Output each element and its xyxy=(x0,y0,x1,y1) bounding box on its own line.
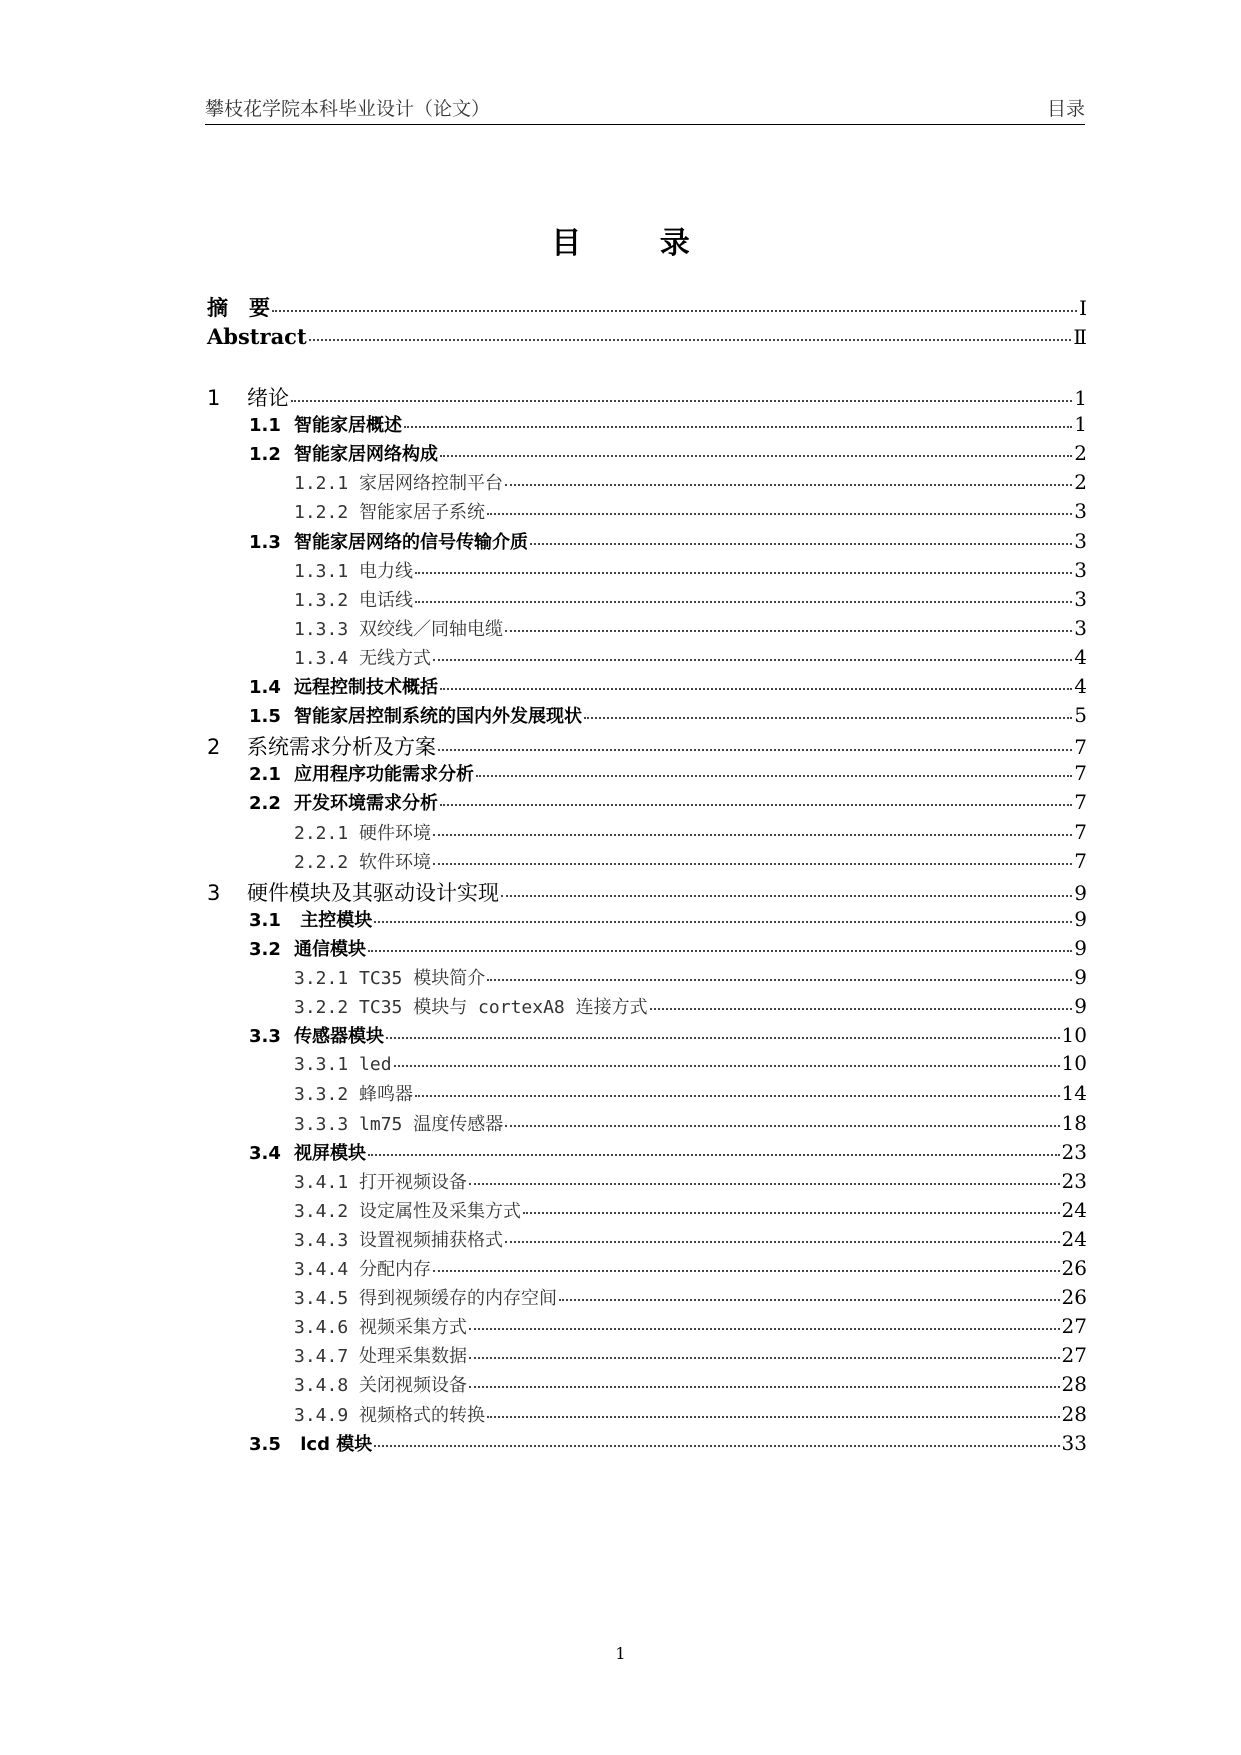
dot-leader xyxy=(440,672,1072,690)
toc-entry-page-number: 2 xyxy=(1074,441,1087,466)
toc-entry[interactable] xyxy=(207,906,1087,936)
toc-entry-page-number: 9 xyxy=(1074,935,1087,960)
toc-entry-number: 3.5 xyxy=(249,1433,281,1455)
toc-entry[interactable] xyxy=(207,528,1087,558)
toc-entry-text: 摘 要 xyxy=(207,295,270,320)
toc-entry-number: 3 xyxy=(207,880,221,905)
toc-entry-page-number: 7 xyxy=(1074,735,1087,760)
toc-entry-text: 蜂鸣器 xyxy=(359,1084,414,1106)
toc-entry-page-number: 4 xyxy=(1074,674,1087,698)
toc-entry[interactable] xyxy=(207,1371,1087,1401)
dot-leader xyxy=(469,1370,1060,1388)
toc-entry-text: lm75 温度传感器 xyxy=(359,1113,504,1135)
toc-entry-page-number: 4 xyxy=(1074,644,1087,669)
header-section-title: 目录 xyxy=(1046,98,1085,120)
toc-entry-label xyxy=(207,877,499,907)
toc-entry-label xyxy=(207,292,270,322)
toc-entry[interactable] xyxy=(207,760,1087,790)
toc-entry-page-number: 24 xyxy=(1061,1197,1087,1222)
toc-entry[interactable] xyxy=(207,877,1087,907)
dot-leader xyxy=(469,1167,1060,1185)
toc-entry-text: 设定属性及采集方式 xyxy=(359,1200,522,1222)
toc-entry-label xyxy=(207,673,438,699)
toc-entry-label xyxy=(207,586,413,612)
toc-entry-label xyxy=(207,1401,485,1427)
toc-entry-number: 1.3.2 xyxy=(294,589,349,611)
toc-entry[interactable] xyxy=(207,440,1087,470)
toc-entry-page-number: 1 xyxy=(1074,386,1087,410)
toc-entry[interactable] xyxy=(207,615,1087,645)
toc-entry-number: 3.1 xyxy=(249,909,281,931)
toc-entry-label xyxy=(207,993,648,1019)
toc-entry-number: 3.3 xyxy=(249,1026,281,1048)
dot-leader xyxy=(374,1429,1059,1447)
toc-entry-label xyxy=(207,557,413,583)
toc-entry[interactable] xyxy=(207,673,1087,703)
toc-entry-page-number: 27 xyxy=(1061,1314,1087,1339)
toc-entry[interactable] xyxy=(207,1401,1087,1431)
toc-entry-page-number: 9 xyxy=(1074,880,1087,905)
toc-entry-label xyxy=(207,964,485,990)
toc-entry-label xyxy=(207,906,372,932)
toc-entry-label xyxy=(207,644,431,670)
toc-entry-page-number: 23 xyxy=(1061,1168,1087,1193)
dot-leader xyxy=(440,439,1072,457)
toc-entry-text: lcd 模块 xyxy=(294,1433,373,1455)
toc-entry-number: 1.1 xyxy=(249,415,281,437)
header-school-title: 攀枝花学院本科毕业设计（论文） xyxy=(205,98,491,120)
dot-leader xyxy=(487,963,1072,981)
toc-entry-page-number: 9 xyxy=(1074,994,1087,1019)
toc-entry-number: 2.2 xyxy=(249,793,281,815)
toc-entry-page-number: 10 xyxy=(1061,1051,1087,1076)
toc-entry-text: TC35 模块简介 xyxy=(359,968,486,989)
toc-entry-number: 1.2 xyxy=(249,444,281,466)
toc-entry-number: 3.4.2 xyxy=(294,1200,349,1222)
toc-entry-number: 1.3.3 xyxy=(294,618,349,640)
toc-entry-label xyxy=(207,1255,431,1281)
toc-entry-text: 通信模块 xyxy=(294,938,366,960)
toc-entry-label xyxy=(207,1080,413,1106)
toc-entry[interactable] xyxy=(207,1139,1087,1169)
toc-entry-label xyxy=(207,324,307,349)
toc-entry-label xyxy=(207,528,528,554)
toc-entry-text: 智能家居概述 xyxy=(294,415,402,437)
footer-page-number: 1 xyxy=(615,1644,626,1663)
toc-entry-text: 系统需求分析及方案 xyxy=(247,735,436,760)
dot-leader xyxy=(469,1312,1060,1330)
toc-entry-text: 软件环境 xyxy=(359,851,432,873)
dot-leader xyxy=(505,614,1072,632)
toc-entry-text: 智能家居控制系统的国内外发展现状 xyxy=(294,706,582,728)
toc-entry-text: 主控模块 xyxy=(294,909,373,931)
toc-entry-label xyxy=(207,1139,366,1165)
running-header xyxy=(205,94,1085,125)
toc-entry[interactable] xyxy=(207,1168,1087,1198)
toc-entry-label xyxy=(207,1430,372,1456)
dot-leader xyxy=(523,1196,1060,1214)
toc-entry-number: 3.4.6 xyxy=(294,1317,349,1339)
toc-entry-label xyxy=(207,1342,467,1368)
toc-entry[interactable] xyxy=(207,324,1087,354)
toc-entry-label xyxy=(207,1054,392,1075)
toc-entry-text: 智能家居网络构成 xyxy=(294,444,438,466)
toc-entry[interactable] xyxy=(207,469,1087,499)
toc-entry[interactable] xyxy=(207,848,1087,878)
toc-entry-label xyxy=(207,1110,503,1136)
toc-entry-text: 智能家居网络的信号传输介质 xyxy=(294,531,528,553)
toc-entry-text: 应用程序功能需求分析 xyxy=(294,764,474,786)
toc-entry-text: 传感器模块 xyxy=(294,1026,384,1048)
toc-entry-page-number: 3 xyxy=(1074,528,1087,553)
toc-entry-label xyxy=(207,382,289,412)
toc-entry-number: 1 xyxy=(207,386,221,410)
toc-entry[interactable] xyxy=(207,819,1087,849)
toc-entry-label xyxy=(207,1371,467,1397)
toc-entry-page-number: 7 xyxy=(1074,790,1087,815)
toc-entry-label xyxy=(207,1226,503,1252)
toc-entry-text: 电力线 xyxy=(359,560,414,582)
toc-entry-number: 3.2 xyxy=(249,938,281,960)
toc-entry-text: 绪论 xyxy=(247,386,289,410)
toc-entry-label xyxy=(207,469,503,495)
dot-leader xyxy=(487,1400,1060,1418)
toc-entry-label xyxy=(207,819,431,845)
toc-entry-text: 智能家居子系统 xyxy=(359,502,486,524)
toc-entry[interactable] xyxy=(207,1197,1087,1227)
toc-entry-number: 1.4 xyxy=(249,677,281,698)
toc-entry-label xyxy=(207,731,436,761)
toc-entry[interactable] xyxy=(207,731,1087,761)
toc-entry-text: 设置视频捕获格式 xyxy=(359,1229,504,1251)
toc-entry-text: 开发环境需求分析 xyxy=(294,793,438,815)
toc-entry-page-number: 2 xyxy=(1074,470,1087,495)
toc-entry-number: 2.1 xyxy=(249,764,281,786)
toc-entry-page-number: 28 xyxy=(1061,1401,1087,1426)
toc-entry-number: 3.3.1 xyxy=(294,1054,349,1076)
toc-entry[interactable] xyxy=(207,1226,1087,1256)
toc-entry-page-number: Ⅱ xyxy=(1073,325,1087,349)
toc-entry[interactable] xyxy=(207,644,1087,674)
toc-title: 目 录 xyxy=(551,226,724,261)
toc-entry-page-number: 27 xyxy=(1061,1343,1087,1368)
toc-entry-number: 3.4.5 xyxy=(294,1288,349,1310)
toc-entry-number: 1.3 xyxy=(249,531,281,553)
toc-entry-number: 1.5 xyxy=(249,706,281,728)
toc-entry-text: 得到视频缓存的内存空间 xyxy=(359,1288,558,1310)
toc-entry-number: 3.2.2 xyxy=(294,997,349,1019)
toc-entry-text: TC35 模块与 cortexA8 连接方式 xyxy=(359,997,648,1019)
toc-entry-number: 3.4.1 xyxy=(294,1171,349,1193)
toc-entry[interactable] xyxy=(207,557,1087,587)
dot-leader xyxy=(530,527,1072,545)
toc-entry-number: 1.2.1 xyxy=(294,473,349,495)
toc-entry-number: 3.2.1 xyxy=(294,968,349,989)
toc-entry-label xyxy=(207,1022,384,1048)
toc-entry-text: 硬件环境 xyxy=(359,822,432,844)
dot-leader xyxy=(386,1021,1060,1039)
toc-entry-text: 关闭视频设备 xyxy=(359,1375,468,1397)
toc-entry-label xyxy=(207,760,474,786)
toc-entry-number: 2.2.1 xyxy=(294,822,349,844)
toc-entry[interactable] xyxy=(207,382,1087,412)
toc-entry-page-number: 5 xyxy=(1074,703,1087,728)
dot-leader xyxy=(433,818,1072,836)
toc-entry-page-number: I xyxy=(1079,296,1087,320)
toc-entry-page-number: 10 xyxy=(1061,1023,1087,1048)
toc-entry-page-number: 9 xyxy=(1074,965,1087,989)
toc-entry-text: 分配内存 xyxy=(359,1259,432,1280)
toc-entry-number: 3.4.3 xyxy=(294,1229,349,1251)
dot-leader xyxy=(476,759,1072,777)
toc-entry-page-number: 7 xyxy=(1074,848,1087,873)
toc-entry-label xyxy=(207,789,438,815)
dot-leader xyxy=(650,992,1073,1010)
dot-leader xyxy=(440,788,1072,806)
toc-entry-label xyxy=(207,1197,521,1223)
toc-entry[interactable] xyxy=(207,993,1087,1023)
toc-entry-label xyxy=(207,615,503,641)
toc-entry[interactable] xyxy=(207,1342,1087,1372)
toc-entry-text: 家居网络控制平台 xyxy=(359,473,504,495)
toc-entry-page-number: 18 xyxy=(1061,1110,1087,1135)
toc-entry-text: Abstract xyxy=(207,324,307,349)
toc-entry-page-number: 3 xyxy=(1074,615,1087,640)
toc-entry-label xyxy=(207,440,438,466)
dot-leader xyxy=(501,879,1072,897)
dot-leader xyxy=(404,410,1072,428)
toc-entry[interactable] xyxy=(207,1284,1087,1314)
toc-entry-page-number: 23 xyxy=(1061,1139,1087,1164)
toc-entry-text: 视频格式的转换 xyxy=(359,1404,486,1426)
toc-entry-number: 3.4.7 xyxy=(294,1346,349,1368)
toc-entry-label xyxy=(207,848,431,874)
toc-entry-text: 无线方式 xyxy=(359,647,432,669)
toc-entry[interactable] xyxy=(207,1430,1087,1460)
toc-entry-page-number: 7 xyxy=(1074,761,1087,786)
dot-leader xyxy=(394,1049,1060,1067)
toc-entry-number: 3.3.2 xyxy=(294,1084,349,1106)
toc-entry-page-number: 3 xyxy=(1074,557,1087,582)
toc-entry-label xyxy=(207,1284,557,1310)
toc-entry-label xyxy=(207,935,366,961)
dot-leader xyxy=(272,294,1077,312)
toc-entry-page-number: 7 xyxy=(1074,819,1087,844)
toc-entry[interactable] xyxy=(207,1255,1087,1285)
toc-entry-number: 3.3.3 xyxy=(294,1113,349,1135)
toc-entry[interactable] xyxy=(207,292,1087,322)
toc-entry-text: 打开视频设备 xyxy=(359,1171,468,1193)
dot-leader xyxy=(433,1254,1060,1272)
toc-entry-number: 1.2.2 xyxy=(294,502,349,524)
toc-entry-text: 处理采集数据 xyxy=(359,1346,468,1368)
toc-entry-number: 3.4 xyxy=(249,1142,281,1164)
dot-leader xyxy=(487,497,1072,515)
dot-leader xyxy=(415,1079,1060,1097)
toc-entry[interactable] xyxy=(207,586,1087,616)
dot-leader xyxy=(505,468,1072,486)
toc-entry-label xyxy=(207,1168,467,1194)
toc-entry-page-number: 24 xyxy=(1061,1226,1087,1251)
dot-leader xyxy=(291,384,1072,402)
dot-leader xyxy=(433,643,1072,661)
toc-entry[interactable] xyxy=(207,498,1087,528)
toc-entry-text: 电话线 xyxy=(359,589,414,611)
toc-entry-page-number: 26 xyxy=(1061,1256,1087,1280)
toc-entry[interactable] xyxy=(207,1313,1087,1343)
toc-entry-label xyxy=(207,498,485,524)
toc-entry-number: 3.4.9 xyxy=(294,1404,349,1426)
toc-entry-page-number: 9 xyxy=(1074,906,1087,931)
toc-entry-label xyxy=(207,1313,467,1339)
dot-leader xyxy=(368,934,1072,952)
dot-leader xyxy=(368,1138,1060,1156)
dot-leader xyxy=(374,905,1072,923)
toc-entry[interactable] xyxy=(207,789,1087,819)
toc-entry[interactable] xyxy=(207,1080,1087,1110)
toc-entry-page-number: 3 xyxy=(1074,586,1087,611)
toc-entry-text: 双绞线／同轴电缆 xyxy=(359,618,504,640)
toc-entry-text: 视频采集方式 xyxy=(359,1317,468,1339)
toc-entry-label xyxy=(207,702,582,728)
toc-entry-number: 1.3.4 xyxy=(294,647,349,669)
dot-leader xyxy=(415,556,1072,574)
toc-entry-number: 3.4.8 xyxy=(294,1375,349,1397)
toc-entry-text: 硬件模块及其驱动设计实现 xyxy=(247,880,499,905)
dot-leader xyxy=(433,847,1072,865)
toc-entry-page-number: 3 xyxy=(1074,499,1087,524)
toc-entry[interactable] xyxy=(207,964,1087,994)
toc-entry[interactable] xyxy=(207,1022,1087,1052)
toc-entry-label xyxy=(207,411,402,437)
dot-leader xyxy=(438,733,1072,751)
dot-leader xyxy=(415,585,1072,603)
dot-leader xyxy=(469,1341,1060,1359)
dot-leader xyxy=(309,323,1072,341)
toc-entry-page-number: 26 xyxy=(1061,1285,1087,1310)
toc-entry-text: 视屏模块 xyxy=(294,1142,366,1164)
toc-entry-number: 1.3.1 xyxy=(294,560,349,582)
dot-leader xyxy=(584,701,1072,719)
toc-entry-number: 3.4.4 xyxy=(294,1259,349,1280)
toc-entry[interactable] xyxy=(207,411,1087,441)
toc-entry-page-number: 33 xyxy=(1061,1430,1087,1455)
dot-leader xyxy=(559,1283,1060,1301)
dot-leader xyxy=(505,1225,1060,1243)
toc-entry-text: 远程控制技术概括 xyxy=(294,677,438,698)
dot-leader xyxy=(505,1109,1059,1127)
toc-entry-number: 2.2.2 xyxy=(294,851,349,873)
toc-entry-number: 2 xyxy=(207,735,221,760)
toc-entry[interactable] xyxy=(207,1051,1087,1081)
toc-entry-text: led xyxy=(359,1054,392,1076)
toc-entry-page-number: 28 xyxy=(1061,1372,1087,1397)
toc-entry-page-number: 1 xyxy=(1074,412,1087,437)
toc-entry[interactable] xyxy=(207,702,1087,732)
toc-entry-page-number: 14 xyxy=(1061,1081,1087,1106)
toc-entry[interactable] xyxy=(207,935,1087,965)
toc-entry[interactable] xyxy=(207,1110,1087,1140)
